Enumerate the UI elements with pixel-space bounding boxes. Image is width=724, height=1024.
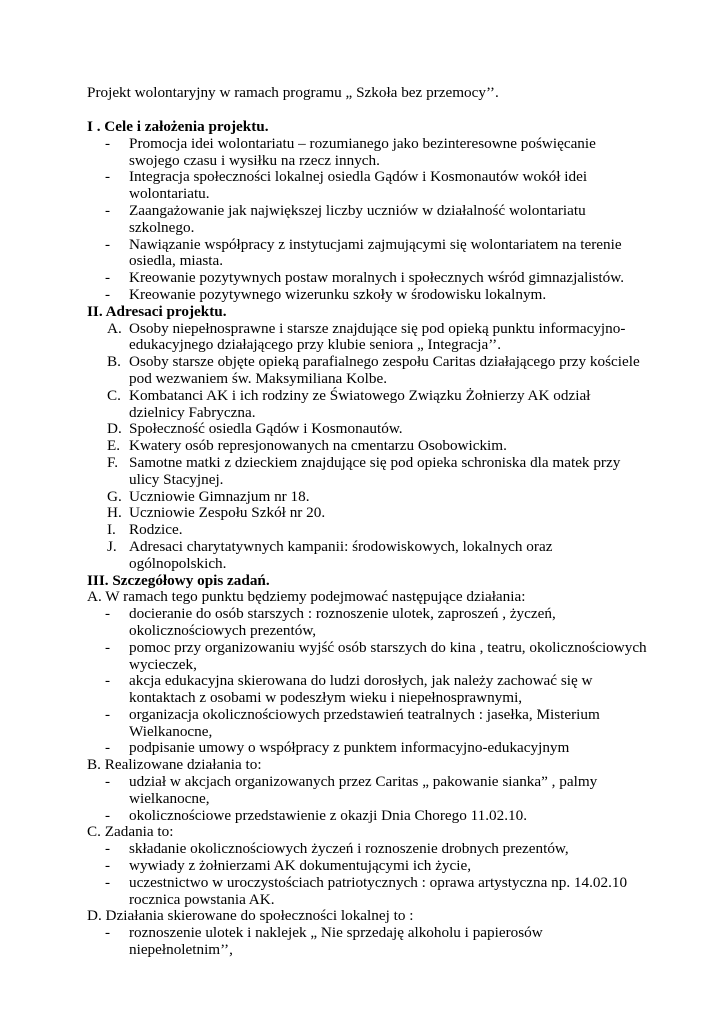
letter-marker: H. xyxy=(107,504,122,522)
group-c-title: C. Zadania to: xyxy=(87,823,174,841)
list-item xyxy=(87,455,647,489)
letter-marker: G. xyxy=(107,487,122,505)
list-item xyxy=(87,740,647,757)
list-item-text: docieranie do osób starszych : roznoszenie ulotek, zaproszeń , życzeń, okolicznościowych prezentów, xyxy=(129,605,556,639)
list-item xyxy=(87,875,647,909)
intro-line: Projekt wolontaryjny w ramach programu „ Szkoła bez przemocy’’. xyxy=(87,84,499,101)
list-item xyxy=(87,321,647,355)
letter-marker: J. xyxy=(107,537,117,555)
list-item xyxy=(87,489,647,506)
list-item-text: udział w akcjach organizowanych przez Caritas „ pakowanie sianka” , palmy wielkanocne, xyxy=(129,773,598,807)
section-1-heading: I . Cele i założenia projektu. xyxy=(87,118,269,135)
list-item-text: okolicznościowe przedstawienie z okazji Dnia Chorego 11.02.10. xyxy=(129,806,527,824)
blank-line xyxy=(87,102,647,119)
section-1-list xyxy=(87,136,647,304)
list-item xyxy=(87,287,647,304)
list-item xyxy=(87,270,647,287)
letter-marker: D. xyxy=(107,420,122,438)
list-item-text: składanie okolicznościowych życzeń i roznoszenie drobnych prezentów, xyxy=(129,840,569,858)
dash-marker: - xyxy=(105,806,111,824)
list-item-text: Zaangażowanie jak największej liczby uczniów w działalność wolontariatu szkolnego. xyxy=(129,201,586,236)
dash-marker: - xyxy=(105,705,111,723)
list-item-text: organizacja okolicznościowych przedstawień teatralnych : jasełka, Misterium Wielkanocne, xyxy=(129,705,600,740)
list-item xyxy=(87,707,647,741)
list-item xyxy=(87,673,647,707)
group-a-list xyxy=(87,606,647,757)
dash-marker: - xyxy=(105,168,111,186)
list-item xyxy=(87,841,647,858)
dash-marker: - xyxy=(105,201,111,219)
list-item xyxy=(87,606,647,640)
list-item xyxy=(87,169,647,203)
list-item xyxy=(87,203,647,237)
dash-marker: - xyxy=(105,269,111,287)
list-item xyxy=(87,640,647,674)
list-item-text: Promocja idei wolontariatu – rozumianego jako bezinteresowne poświęcanie swojego czasu i wysiłku na rzecz innych. xyxy=(129,134,596,169)
list-item-text: akcja edukacyjna skierowana do ludzi dorosłych, jak należy zachować się w kontaktach z osobami w podeszłym wieku i niepełnosprawnymi, xyxy=(129,672,593,707)
list-item xyxy=(87,505,647,522)
letter-marker: E. xyxy=(107,437,121,455)
dash-marker: - xyxy=(105,638,111,656)
list-item-text: Uczniowie Gimnazjum nr 18. xyxy=(129,487,310,505)
letter-marker: B. xyxy=(107,353,121,371)
dash-marker: - xyxy=(105,672,111,690)
list-item-text: Osoby starsze objęte opieką parafialnego zespołu Caritas działającego przy kościele pod wezwaniem św. Maksymiliana Kolbe. xyxy=(129,353,640,387)
dash-marker: - xyxy=(105,134,111,152)
list-item-text: Rodzice. xyxy=(129,521,183,539)
list-item-text: wywiady z żołnierzami AK dokumentującymi ich życie, xyxy=(129,857,472,875)
list-item xyxy=(87,388,647,422)
list-item xyxy=(87,522,647,539)
list-item xyxy=(87,774,647,808)
list-item xyxy=(87,925,647,959)
list-item-text: Uczniowie Zespołu Szkół nr 20. xyxy=(129,504,326,522)
list-item-text: Kwatery osób represjonowanych na cmentarzu Osobowickim. xyxy=(129,437,507,455)
list-item-text: Kreowanie pozytywnych postaw moralnych i społecznych wśród gimnazjalistów. xyxy=(129,269,625,287)
list-item-text: Kombatanci AK i ich rodziny ze Światowego Związku Żołnierzy AK odział dzielnicy Fabryczna. xyxy=(129,386,591,421)
list-item xyxy=(87,438,647,455)
list-item xyxy=(87,808,647,825)
list-item-text: Adresaci charytatywnych kampanii: środowiskowych, lokalnych oraz ogólnopolskich. xyxy=(129,537,553,572)
list-item-text: pomoc przy organizowaniu wyjść osób starszych do kina , teatru, okolicznościowych wycieczek, xyxy=(129,638,647,673)
group-d-list xyxy=(87,925,647,959)
group-d-title: D. Działania skierowane do społeczności lokalnej to : xyxy=(87,907,414,925)
list-item-text: Społeczność osiedla Gądów i Kosmonautów. xyxy=(129,420,403,438)
list-item xyxy=(87,539,647,573)
dash-marker: - xyxy=(105,873,111,891)
list-item-text: podpisanie umowy o współpracy z punktem informacyjno-edukacyjnym xyxy=(129,739,570,757)
dash-marker: - xyxy=(105,924,111,942)
dash-marker: - xyxy=(105,235,111,253)
group-b-title: B. Realizowane działania to: xyxy=(87,756,262,774)
dash-marker: - xyxy=(105,605,111,623)
section-2-heading: II. Adresaci projektu. xyxy=(87,302,227,320)
section-2-list xyxy=(87,321,647,573)
list-item xyxy=(87,858,647,875)
list-item xyxy=(87,237,647,271)
list-item-text: Samotne matki z dzieckiem znajdujące się pod opieka schroniska dla matek przy ulicy Stacyjnej. xyxy=(129,453,621,488)
dash-marker: - xyxy=(105,857,111,875)
list-item-text: uczestnictwo w uroczystościach patriotycznych : oprawa artystyczna np. 14.02.10 rocznica powstania AK. xyxy=(129,873,628,908)
dash-marker: - xyxy=(105,840,111,858)
list-item-text: roznoszenie ulotek i naklejek „ Nie sprzedaję alkoholu i papierosów niepełnoletnim’’, xyxy=(129,924,543,959)
letter-marker: F. xyxy=(107,453,119,471)
section-3-heading: III. Szczegółowy opis zadań. xyxy=(87,571,270,589)
list-item xyxy=(87,136,647,170)
letter-marker: A. xyxy=(107,319,122,337)
dash-marker: - xyxy=(105,285,111,303)
list-item-text: Integracja społeczności lokalnej osiedla Gądów i Kosmonautów wokół idei wolontariatu. xyxy=(129,168,588,203)
list-item xyxy=(87,421,647,438)
group-b-list xyxy=(87,774,647,824)
list-item-text: Osoby niepełnosprawne i starsze znajdujące się pod opieką punktu informacyjno-edukacyjnego działającego przy klubie seniora „ Integracja’’. xyxy=(129,319,626,354)
list-item-text: Kreowanie pozytywnego wizerunku szkoły w środowisku lokalnym. xyxy=(129,285,547,303)
list-item xyxy=(87,354,647,388)
document-body xyxy=(87,85,647,959)
group-a-title: A. W ramach tego punktu będziemy podejmować następujące działania: xyxy=(87,588,526,606)
dash-marker: - xyxy=(105,739,111,757)
letter-marker: C. xyxy=(107,386,121,404)
group-c-list xyxy=(87,841,647,908)
letter-marker: I. xyxy=(107,521,116,539)
list-item-text: Nawiązanie współpracy z instytucjami zajmującymi się wolontariatem na terenie osiedla, miasta. xyxy=(129,235,622,270)
dash-marker: - xyxy=(105,773,111,791)
